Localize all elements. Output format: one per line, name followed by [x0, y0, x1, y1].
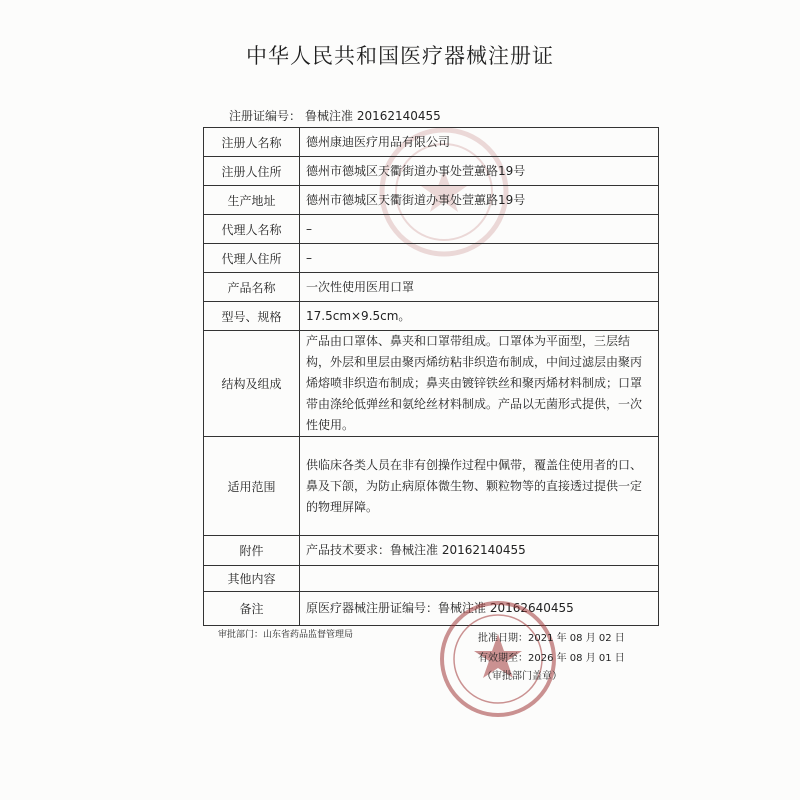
row-label: 适用范围: [204, 437, 300, 536]
row-label: 注册人名称: [204, 128, 300, 157]
row-label: 产品名称: [204, 273, 300, 302]
row-value: [300, 566, 659, 592]
table-row: [204, 437, 659, 536]
row-label: 其他内容: [204, 566, 300, 592]
table-row: [204, 592, 659, 626]
table-row: [204, 128, 659, 157]
table-row: [204, 186, 659, 215]
row-value: 供临床各类人员在非有创操作过程中佩带，覆盖住使用者的口、鼻及下颌，为防止病原体微生物、颗粒物等的直接透过提供一定的物理屏障。: [300, 437, 659, 536]
document-title: 中华人民共和国医疗器械注册证: [246, 44, 554, 68]
table-row: [204, 273, 659, 302]
valid-until-date: 有效期至：2026 年 08 月 01 日: [478, 653, 625, 664]
approval-authority: 审批部门：山东省药品监督管理局: [218, 630, 354, 640]
row-value: 德州市德城区天衢街道办事处萱蕙路19号: [300, 157, 659, 186]
row-label: 型号、规格: [204, 302, 300, 331]
row-value: 德州康迪医疗用品有限公司: [300, 128, 659, 157]
table-row: [204, 331, 659, 437]
row-value: 原医疗器械注册证编号：鲁械注准 20162640455: [300, 592, 659, 626]
stamp-note: （审批部门盖章）: [482, 671, 562, 682]
table-row: [204, 536, 659, 566]
row-label: 代理人名称: [204, 215, 300, 244]
row-label: 生产地址: [204, 186, 300, 215]
row-label: 附件: [204, 536, 300, 566]
row-value: 17.5cm×9.5cm。: [300, 302, 659, 331]
certificate-table: [203, 127, 659, 626]
row-label: 备注: [204, 592, 300, 626]
table-row: [204, 157, 659, 186]
row-value: 一次性使用医用口罩: [300, 273, 659, 302]
row-label: 代理人住所: [204, 244, 300, 273]
row-label: 结构及组成: [204, 331, 300, 437]
table-row: [204, 302, 659, 331]
table-row: [204, 244, 659, 273]
row-value: 产品技术要求：鲁械注准 20162140455: [300, 536, 659, 566]
row-value: –: [300, 215, 659, 244]
table-row: [204, 215, 659, 244]
registration-value: 鲁械注准 20162140455: [305, 109, 441, 123]
row-value: 德州市德城区天衢街道办事处萱蕙路19号: [300, 186, 659, 215]
row-value: –: [300, 244, 659, 273]
table-row: [204, 566, 659, 592]
registration-label: 注册证编号：: [229, 109, 302, 123]
approval-date: 批准日期：2021 年 08 月 02 日: [478, 633, 625, 644]
registration-number: [229, 107, 441, 124]
row-label: 注册人住所: [204, 157, 300, 186]
row-value: 产品由口罩体、鼻夹和口罩带组成。口罩体为平面型，三层结构，外层和里层由聚丙烯纺粘非织造布制成，中间过滤层由聚丙烯熔喷非织造布制成；鼻夹由镀锌铁丝和聚丙烯材料制成；口罩带由涤纶低弹丝和氨纶丝材料制成。产品以无菌形式提供，一次性使用。: [300, 331, 659, 437]
